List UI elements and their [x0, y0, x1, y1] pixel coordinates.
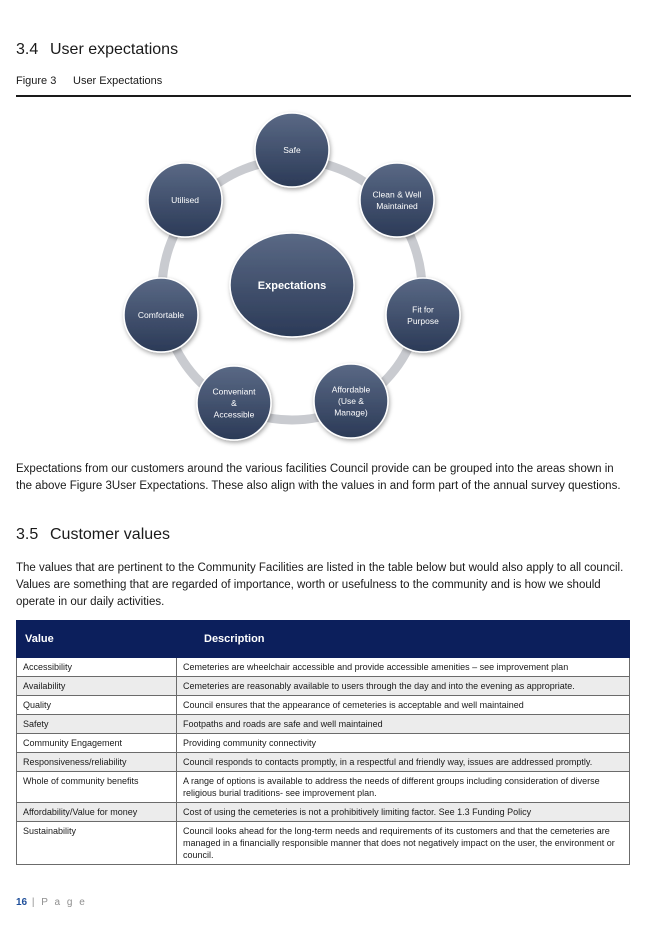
node-conveniant-accessible: [197, 366, 271, 440]
table-row: [17, 734, 630, 753]
node-label: Clean & Well: [372, 189, 422, 200]
node-label: Purpose: [407, 315, 439, 326]
paragraph-customer-values: The values that are pertinent to the Community Facilities are listed in the table below but would also apply to all council. Values are something that are regarded of importance, worth or usefulness to the community and is how we should operate in our daily activities.: [16, 562, 624, 608]
table-row: [17, 772, 630, 803]
node-label: Fit for: [412, 304, 434, 315]
value-cell: Community Engagement: [17, 734, 177, 753]
page-number: 16: [16, 897, 28, 908]
figure-rule: [16, 95, 631, 97]
node-label: Manage): [334, 407, 368, 418]
node-label: Maintained: [376, 200, 418, 211]
page-word: P a g e: [41, 897, 87, 908]
table-header-row: [17, 621, 630, 658]
header-value: Value: [17, 621, 177, 658]
node-label: Conveniant: [212, 386, 256, 397]
figure-caption: [16, 75, 162, 87]
center-label: Expectations: [257, 280, 327, 292]
node-label: &: [231, 398, 237, 408]
figure-title: User Expectations: [73, 75, 163, 87]
table-row: [17, 696, 630, 715]
customer-values-table: [16, 620, 630, 865]
description-cell: Council ensures that the appearance of cemeteries is acceptable and well maintained: [177, 696, 630, 715]
section-title: Customer values: [50, 526, 171, 543]
description-cell: Cemeteries are wheelchair accessible and provide accessible amenities – see improvement plan: [177, 658, 630, 677]
description-cell: Cemeteries are reasonably available to users through the day and into the evening as appropriate.: [177, 677, 630, 696]
node-label: Affordable: [331, 384, 371, 395]
node-label: Safe: [283, 145, 301, 155]
description-cell: Council responds to contacts promptly, in a respectful and friendly way, issues are addressed promptly.: [177, 753, 630, 772]
page-separator: |: [27, 897, 42, 908]
node-clean-well-maintained: [360, 163, 434, 237]
section-number: 3.4: [16, 41, 39, 58]
table-row: [17, 803, 630, 822]
value-cell: Whole of community benefits: [17, 772, 177, 803]
figure-label: Figure 3: [16, 75, 57, 87]
value-cell: Accessibility: [17, 658, 177, 677]
value-cell: Affordability/Value for money: [17, 803, 177, 822]
table-row: [17, 822, 630, 865]
node-label: Comfortable: [137, 310, 185, 320]
value-cell: Safety: [17, 715, 177, 734]
page-label: [27, 897, 87, 908]
expectations-diagram: [110, 105, 530, 450]
description-cell: Providing community connectivity: [177, 734, 630, 753]
node-safe: [255, 113, 329, 187]
header-description: Description: [177, 621, 630, 658]
value-cell: Responsiveness/reliability: [17, 753, 177, 772]
description-cell: Council looks ahead for the long-term needs and requirements of its customers and that the cemeteries are managed in a financially responsible manner that does not negatively impact on the user, the environment or council.: [177, 822, 630, 865]
node-comfortable: [124, 278, 198, 352]
paragraph-expectations: Expectations from our customers around the various facilities Council provide can be grouped into the areas shown in the above Figure 3User Expectations. These also align with the values in and form part of the annual survey questions.: [16, 463, 621, 492]
table-row: [17, 658, 630, 677]
table-row: [17, 677, 630, 696]
description-cell: A range of options is available to address the needs of different groups including consideration of diverse religious burial traditions- see improvement plan.: [177, 772, 630, 803]
section-number: 3.5: [16, 526, 39, 543]
node-utilised: [148, 163, 222, 237]
table-row: [17, 715, 630, 734]
node-label: Utilised: [171, 195, 199, 205]
node-affordable: [314, 364, 388, 438]
value-cell: Sustainability: [17, 822, 177, 865]
section-title: User expectations: [50, 41, 179, 58]
description-cell: Cost of using the cemeteries is not a prohibitively limiting factor. See 1.3 Funding Policy: [177, 803, 630, 822]
node-label: (Use &: [338, 396, 364, 406]
value-cell: Availability: [17, 677, 177, 696]
center-node: [230, 233, 354, 337]
node-fit-for-purpose: [386, 278, 460, 352]
section-heading-user-expectations: [16, 41, 178, 59]
table-row: [17, 753, 630, 772]
page-footer: [16, 897, 87, 908]
value-cell: Quality: [17, 696, 177, 715]
section-heading-customer-values: [16, 526, 170, 544]
node-label: Accessible: [213, 409, 255, 420]
description-cell: Footpaths and roads are safe and well maintained: [177, 715, 630, 734]
